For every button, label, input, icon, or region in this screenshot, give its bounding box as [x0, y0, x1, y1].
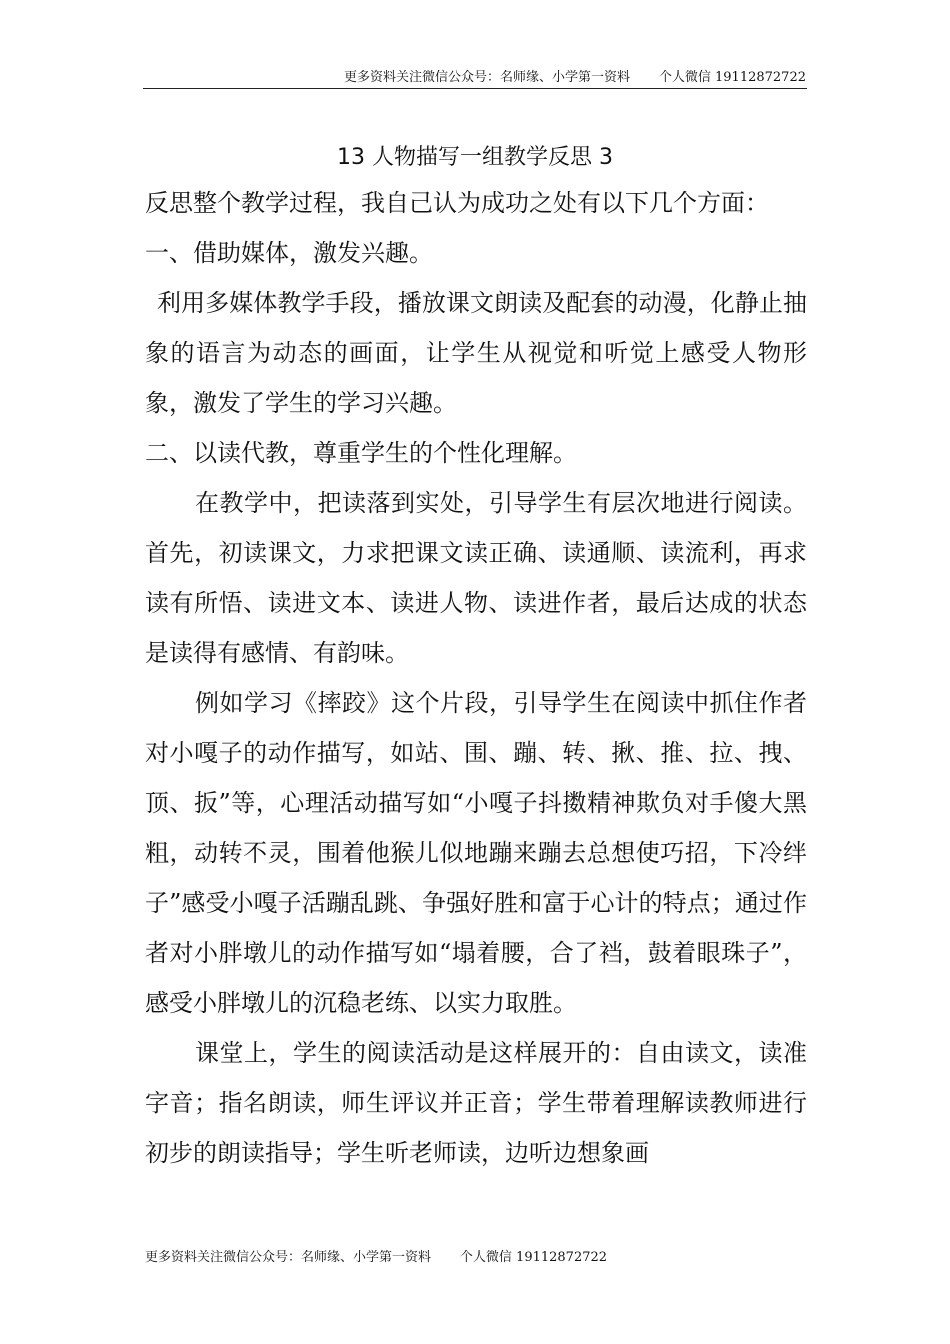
body-paragraph: 课堂上，学生的阅读活动是这样展开的：自由读文，读准字音；指名朗读，师生评议并正音；学生带着理解读教师进行初步的朗读指导；学生听老师读，边听边想象画 — [145, 1039, 807, 1167]
page-footer: 更多资料关注微信公众号：名师缘、小学第一资料 个人微信 19112872722 — [145, 1250, 608, 1265]
intro-paragraph: 反思整个教学过程，我自己认为成功之处有以下几个方面： — [145, 189, 769, 217]
document-body — [145, 178, 807, 1178]
body-paragraph: 在教学中，把读落到实处，引导学生有层次地进行阅读。首先，初读课文，力求把课文读正确、读通顺、读流利，再求读有所悟、读进文本、读进人物、读进作者，最后达成的状态是读得有感情、有韵味。 — [145, 489, 807, 667]
body-paragraph: 例如学习《摔跤》这个片段，引导学生在阅读中抓住作者对小嘎子的动作描写，如站、围、蹦、转、揪、推、拉、拽、顶、扳”等，心理活动描写如“小嘎子抖擞精神欺负对手傻大黑粗，动转不灵，围着他猴儿似地蹦来蹦去总想使巧招，下冷绊子”感受小嘎子活蹦乱跳、争强好胜和富于心计的特点；通过作者对小胖墩儿的动作描写如“塌着腰，合了裆，鼓着眼珠子”，感受小胖墩儿的沉稳老练、以实力取胜。 — [145, 689, 807, 1017]
page-header: 更多资料关注微信公众号：名师缘、小学第一资料 个人微信 19112872722 — [343, 70, 806, 85]
document-title: 13 人物描写一组教学反思 3 — [337, 145, 613, 170]
section-heading-2: 二、以读代教，尊重学生的个性化理解。 — [145, 439, 577, 467]
header-divider — [143, 88, 807, 89]
body-paragraph: 利用多媒体教学手段，播放课文朗读及配套的动漫，化静止抽象的语言为动态的画面，让学生从视觉和听觉上感受人物形象，激发了学生的学习兴趣。 — [145, 289, 807, 417]
section-heading-1: 一、借助媒体，激发兴趣。 — [145, 239, 433, 267]
